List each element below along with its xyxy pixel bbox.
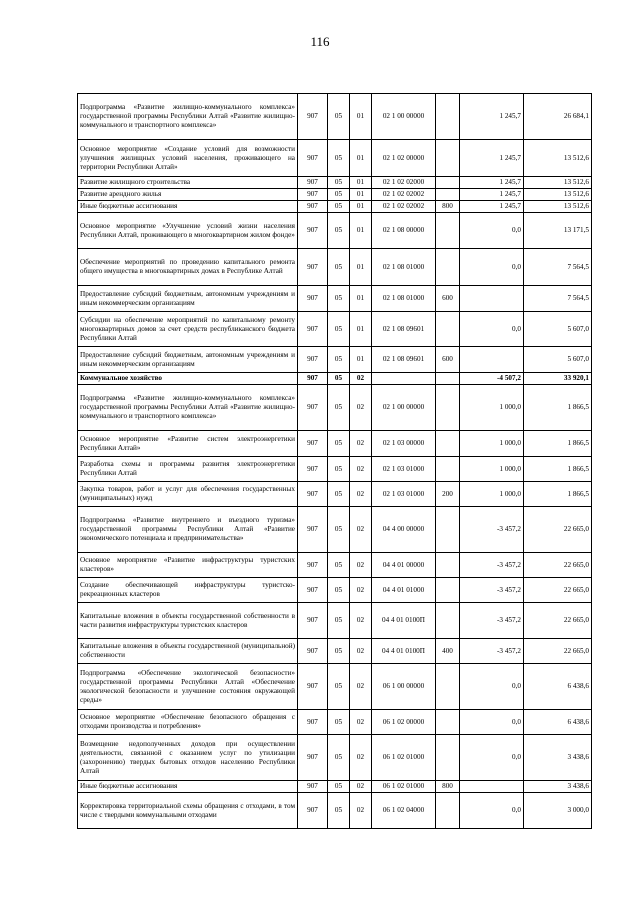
row-change-cell: 1 000,0 bbox=[460, 457, 524, 482]
row-section-cell: 05 bbox=[328, 286, 350, 312]
row-total-cell: 13 171,5 bbox=[524, 213, 592, 249]
row-total-cell: 1 866,5 bbox=[524, 431, 592, 457]
row-section-cell: 05 bbox=[328, 578, 350, 603]
row-grbs-cell: 907 bbox=[298, 781, 328, 793]
row-subsection-cell: 02 bbox=[350, 385, 372, 431]
row-grbs-cell: 907 bbox=[298, 664, 328, 710]
row-total-cell: 26 684,1 bbox=[524, 94, 592, 140]
row-change-cell: 1 000,0 bbox=[460, 385, 524, 431]
row-target-article-cell: 02 1 08 00000 bbox=[372, 213, 436, 249]
row-grbs-cell: 907 bbox=[298, 603, 328, 639]
table-row bbox=[78, 507, 592, 553]
row-total-cell: 7 564,5 bbox=[524, 249, 592, 286]
row-change-cell: 0,0 bbox=[460, 213, 524, 249]
row-name-cell: Подпрограмма «Развитие жилищно-коммунального комплекса» государственной программы Республики Алтай «Развитие жилищно-коммунального и транспортного комплекса» bbox=[78, 94, 298, 140]
row-name-cell: Основное мероприятие «Улучшение условий жизни населения Республики Алтай, проживающего в многоквартирном жилом фонде» bbox=[78, 213, 298, 249]
row-section-cell: 05 bbox=[328, 347, 350, 373]
table-row bbox=[78, 385, 592, 431]
row-change-cell: 0,0 bbox=[460, 249, 524, 286]
row-expense-type-cell: 800 bbox=[436, 201, 460, 213]
row-target-article-cell: 02 1 02 02002 bbox=[372, 201, 436, 213]
row-total-cell: 1 866,5 bbox=[524, 482, 592, 507]
table-row bbox=[78, 578, 592, 603]
row-section-cell: 05 bbox=[328, 431, 350, 457]
row-expense-type-cell bbox=[436, 249, 460, 286]
row-total-cell: 22 665,0 bbox=[524, 603, 592, 639]
row-target-article-cell: 04 4 01 00000 bbox=[372, 553, 436, 578]
row-section-cell: 05 bbox=[328, 201, 350, 213]
row-target-article-cell: 04 4 01 0100П bbox=[372, 603, 436, 639]
row-expense-type-cell bbox=[436, 177, 460, 189]
row-total-cell: 7 564,5 bbox=[524, 286, 592, 312]
row-grbs-cell: 907 bbox=[298, 249, 328, 286]
row-change-cell: 1 000,0 bbox=[460, 482, 524, 507]
row-expense-type-cell bbox=[436, 578, 460, 603]
row-subsection-cell: 02 bbox=[350, 431, 372, 457]
row-expense-type-cell bbox=[436, 457, 460, 482]
row-target-article-cell: 06 1 02 04000 bbox=[372, 793, 436, 829]
row-section-cell: 05 bbox=[328, 507, 350, 553]
row-target-article-cell: 02 1 00 00000 bbox=[372, 385, 436, 431]
row-expense-type-cell bbox=[436, 507, 460, 553]
table-row bbox=[78, 312, 592, 347]
row-section-cell: 05 bbox=[328, 385, 350, 431]
row-section-cell: 05 bbox=[328, 213, 350, 249]
row-grbs-cell: 907 bbox=[298, 553, 328, 578]
row-name-cell: Создание обеспечивающей инфраструктуры туристско-рекреационных кластеров bbox=[78, 578, 298, 603]
row-name-cell: Предоставление субсидий бюджетным, автономным учреждениям и иным некоммерческим организациям bbox=[78, 286, 298, 312]
row-name-cell: Основное мероприятие «Развитие инфраструктуры туристских кластеров» bbox=[78, 553, 298, 578]
table-row bbox=[78, 457, 592, 482]
row-name-cell: Основное мероприятие «Создание условий для возможности улучшения жилищных условий населения, проживающего на территории Республики Алтай» bbox=[78, 140, 298, 177]
row-expense-type-cell bbox=[436, 553, 460, 578]
row-subsection-cell: 02 bbox=[350, 482, 372, 507]
row-section-cell: 05 bbox=[328, 482, 350, 507]
row-grbs-cell: 907 bbox=[298, 793, 328, 829]
row-target-article-cell: 06 1 00 00000 bbox=[372, 664, 436, 710]
row-subsection-cell: 02 bbox=[350, 507, 372, 553]
row-name-cell: Обеспечение мероприятий по проведению капитального ремонта общего имущества в многоквартирных домах в Республике Алтай bbox=[78, 249, 298, 286]
row-subsection-cell: 01 bbox=[350, 347, 372, 373]
row-target-article-cell: 04 4 00 00000 bbox=[372, 507, 436, 553]
row-grbs-cell: 907 bbox=[298, 94, 328, 140]
row-grbs-cell: 907 bbox=[298, 213, 328, 249]
table-row bbox=[78, 781, 592, 793]
row-subsection-cell: 02 bbox=[350, 603, 372, 639]
row-expense-type-cell bbox=[436, 373, 460, 385]
row-grbs-cell: 907 bbox=[298, 385, 328, 431]
row-expense-type-cell bbox=[436, 385, 460, 431]
row-target-article-cell: 02 1 08 01000 bbox=[372, 286, 436, 312]
row-subsection-cell: 01 bbox=[350, 201, 372, 213]
table-row bbox=[78, 249, 592, 286]
row-subsection-cell: 01 bbox=[350, 140, 372, 177]
row-grbs-cell: 907 bbox=[298, 347, 328, 373]
table-row bbox=[78, 201, 592, 213]
row-grbs-cell: 907 bbox=[298, 710, 328, 735]
row-change-cell: -3 457,2 bbox=[460, 578, 524, 603]
row-grbs-cell: 907 bbox=[298, 177, 328, 189]
row-total-cell: 1 866,5 bbox=[524, 385, 592, 431]
table-row bbox=[78, 639, 592, 664]
row-name-cell: Основное мероприятие «Развитие систем электроэнергетики Республики Алтай» bbox=[78, 431, 298, 457]
table-row bbox=[78, 482, 592, 507]
row-name-cell: Предоставление субсидий бюджетным, автономным учреждениям и иным некоммерческим организациям bbox=[78, 347, 298, 373]
row-target-article-cell: 02 1 03 01000 bbox=[372, 457, 436, 482]
table-row bbox=[78, 347, 592, 373]
row-target-article-cell: 02 1 02 00000 bbox=[372, 140, 436, 177]
row-section-cell: 05 bbox=[328, 312, 350, 347]
row-grbs-cell: 907 bbox=[298, 639, 328, 664]
row-grbs-cell: 907 bbox=[298, 201, 328, 213]
row-section-cell: 05 bbox=[328, 373, 350, 385]
row-name-cell: Корректировка территориальной схемы обращения с отходами, в том числе с твердыми коммунальными отходами bbox=[78, 793, 298, 829]
row-name-cell: Возмещение недополученных доходов при осуществлении деятельности, связанной с оказанием услуг по утилизации (захоронению) твердых бытовых отходов населению Республики Алтай bbox=[78, 735, 298, 781]
row-name-cell: Подпрограмма «Развитие жилищно-коммунального комплекса» государственной программы Республики Алтай «Развитие жилищно-коммунального и транспортного комплекса» bbox=[78, 385, 298, 431]
row-subsection-cell: 02 bbox=[350, 553, 372, 578]
row-change-cell: 1 245,7 bbox=[460, 189, 524, 201]
row-target-article-cell: 02 1 03 01000 bbox=[372, 482, 436, 507]
row-expense-type-cell bbox=[436, 140, 460, 177]
row-change-cell: 1 245,7 bbox=[460, 201, 524, 213]
row-grbs-cell: 907 bbox=[298, 578, 328, 603]
row-total-cell: 3 438,6 bbox=[524, 781, 592, 793]
row-change-cell: 0,0 bbox=[460, 735, 524, 781]
row-expense-type-cell bbox=[436, 94, 460, 140]
row-section-cell: 05 bbox=[328, 457, 350, 482]
row-section-cell: 05 bbox=[328, 781, 350, 793]
row-subsection-cell: 02 bbox=[350, 735, 372, 781]
row-section-cell: 05 bbox=[328, 189, 350, 201]
row-name-cell: Подпрограмма «Обеспечение экологической безопасности» государственной программы Республики Алтай «Обеспечение экологической безопасности и улучшение состояния окружающей среды» bbox=[78, 664, 298, 710]
row-expense-type-cell bbox=[436, 664, 460, 710]
row-subsection-cell: 02 bbox=[350, 793, 372, 829]
row-total-cell: 33 920,1 bbox=[524, 373, 592, 385]
row-expense-type-cell bbox=[436, 735, 460, 781]
row-name-cell: Субсидии на обеспечение мероприятий по капитальному ремонту многоквартирных домов за счет средств республиканского бюджета Республики Алтай bbox=[78, 312, 298, 347]
row-total-cell: 22 665,0 bbox=[524, 639, 592, 664]
row-change-cell: -3 457,2 bbox=[460, 553, 524, 578]
row-expense-type-cell bbox=[436, 710, 460, 735]
row-total-cell: 22 665,0 bbox=[524, 578, 592, 603]
row-expense-type-cell: 400 bbox=[436, 639, 460, 664]
row-section-cell: 05 bbox=[328, 793, 350, 829]
table-row bbox=[78, 793, 592, 829]
row-subsection-cell: 01 bbox=[350, 177, 372, 189]
table-row bbox=[78, 603, 592, 639]
row-expense-type-cell bbox=[436, 213, 460, 249]
row-grbs-cell: 907 bbox=[298, 286, 328, 312]
row-change-cell: -3 457,2 bbox=[460, 507, 524, 553]
row-subsection-cell: 01 bbox=[350, 286, 372, 312]
table-row bbox=[78, 735, 592, 781]
row-section-cell: 05 bbox=[328, 140, 350, 177]
table-row bbox=[78, 189, 592, 201]
row-target-article-cell: 04 4 01 01000 bbox=[372, 578, 436, 603]
row-change-cell: -3 457,2 bbox=[460, 639, 524, 664]
row-section-cell: 05 bbox=[328, 94, 350, 140]
row-section-cell: 05 bbox=[328, 664, 350, 710]
row-name-cell: Коммунальное хозяйство bbox=[78, 373, 298, 385]
row-name-cell: Капитальные вложения в объекты государственной собственности в части развития инфраструктуры туристских кластеров bbox=[78, 603, 298, 639]
row-name-cell: Разработка схемы и программы развития электроэнергетики Республики Алтай bbox=[78, 457, 298, 482]
row-section-cell: 05 bbox=[328, 603, 350, 639]
row-name-cell: Основное мероприятие «Обеспечение безопасного обращения с отходами производства и потребления» bbox=[78, 710, 298, 735]
row-target-article-cell: 04 4 01 0100П bbox=[372, 639, 436, 664]
row-expense-type-cell bbox=[436, 431, 460, 457]
row-expense-type-cell: 600 bbox=[436, 347, 460, 373]
row-subsection-cell: 02 bbox=[350, 578, 372, 603]
table-row bbox=[78, 710, 592, 735]
row-change-cell bbox=[460, 781, 524, 793]
row-section-cell: 05 bbox=[328, 735, 350, 781]
row-subsection-cell: 02 bbox=[350, 781, 372, 793]
row-subsection-cell: 01 bbox=[350, 189, 372, 201]
row-total-cell: 13 512,6 bbox=[524, 201, 592, 213]
row-subsection-cell: 02 bbox=[350, 373, 372, 385]
row-name-cell: Подпрограмма «Развитие внутреннего и въездного туризма» государственной программы Республики Алтай «Развитие экономического потенциала и предпринимательства» bbox=[78, 507, 298, 553]
row-grbs-cell: 907 bbox=[298, 189, 328, 201]
budget-table bbox=[77, 93, 592, 829]
row-total-cell: 3 438,6 bbox=[524, 735, 592, 781]
row-target-article-cell: 02 1 08 09601 bbox=[372, 312, 436, 347]
row-grbs-cell: 907 bbox=[298, 140, 328, 177]
row-change-cell: 1 000,0 bbox=[460, 431, 524, 457]
row-expense-type-cell bbox=[436, 603, 460, 639]
row-name-cell: Закупка товаров, работ и услуг для обеспечения государственных (муниципальных) нужд bbox=[78, 482, 298, 507]
row-change-cell: 1 245,7 bbox=[460, 94, 524, 140]
row-total-cell: 13 512,6 bbox=[524, 189, 592, 201]
row-total-cell: 3 000,0 bbox=[524, 793, 592, 829]
table-row bbox=[78, 553, 592, 578]
row-section-cell: 05 bbox=[328, 710, 350, 735]
row-subsection-cell: 01 bbox=[350, 94, 372, 140]
row-change-cell: 0,0 bbox=[460, 793, 524, 829]
row-expense-type-cell bbox=[436, 189, 460, 201]
row-total-cell: 1 866,5 bbox=[524, 457, 592, 482]
row-target-article-cell: 02 1 08 09601 bbox=[372, 347, 436, 373]
row-subsection-cell: 02 bbox=[350, 710, 372, 735]
row-expense-type-cell: 800 bbox=[436, 781, 460, 793]
row-change-cell: -3 457,2 bbox=[460, 603, 524, 639]
row-grbs-cell: 907 bbox=[298, 735, 328, 781]
row-change-cell bbox=[460, 286, 524, 312]
row-target-article-cell: 06 1 02 01000 bbox=[372, 735, 436, 781]
table-row bbox=[78, 431, 592, 457]
row-target-article-cell: 02 1 08 01000 bbox=[372, 249, 436, 286]
row-grbs-cell: 907 bbox=[298, 312, 328, 347]
row-grbs-cell: 907 bbox=[298, 507, 328, 553]
row-total-cell: 13 512,6 bbox=[524, 140, 592, 177]
row-change-cell: 1 245,7 bbox=[460, 140, 524, 177]
row-name-cell: Иные бюджетные ассигнования bbox=[78, 201, 298, 213]
row-name-cell: Развитие арендного жилья bbox=[78, 189, 298, 201]
row-target-article-cell: 06 1 02 01000 bbox=[372, 781, 436, 793]
row-grbs-cell: 907 bbox=[298, 457, 328, 482]
row-total-cell: 22 665,0 bbox=[524, 507, 592, 553]
table-row bbox=[78, 286, 592, 312]
row-expense-type-cell: 600 bbox=[436, 286, 460, 312]
row-name-cell: Развитие жилищного строительства bbox=[78, 177, 298, 189]
row-target-article-cell: 02 1 02 02002 bbox=[372, 189, 436, 201]
row-total-cell: 13 512,6 bbox=[524, 177, 592, 189]
row-change-cell: 1 245,7 bbox=[460, 177, 524, 189]
table-row bbox=[78, 213, 592, 249]
row-total-cell: 6 438,6 bbox=[524, 710, 592, 735]
row-subsection-cell: 01 bbox=[350, 312, 372, 347]
row-name-cell: Капитальные вложения в объекты государственной (муниципальной) собственности bbox=[78, 639, 298, 664]
row-total-cell: 6 438,6 bbox=[524, 664, 592, 710]
row-expense-type-cell bbox=[436, 793, 460, 829]
row-subsection-cell: 02 bbox=[350, 664, 372, 710]
row-section-cell: 05 bbox=[328, 249, 350, 286]
table-body bbox=[78, 94, 592, 829]
table-row bbox=[78, 373, 592, 385]
row-target-article-cell bbox=[372, 373, 436, 385]
row-grbs-cell: 907 bbox=[298, 373, 328, 385]
row-section-cell: 05 bbox=[328, 639, 350, 664]
page-number: 116 bbox=[310, 34, 330, 49]
row-name-cell: Иные бюджетные ассигнования bbox=[78, 781, 298, 793]
row-grbs-cell: 907 bbox=[298, 482, 328, 507]
row-section-cell: 05 bbox=[328, 177, 350, 189]
table-row bbox=[78, 664, 592, 710]
row-target-article-cell: 02 1 03 00000 bbox=[372, 431, 436, 457]
row-total-cell: 5 607,0 bbox=[524, 347, 592, 373]
row-target-article-cell: 02 1 00 00000 bbox=[372, 94, 436, 140]
table-row bbox=[78, 177, 592, 189]
row-change-cell: 0,0 bbox=[460, 664, 524, 710]
row-expense-type-cell bbox=[436, 312, 460, 347]
row-target-article-cell: 06 1 02 00000 bbox=[372, 710, 436, 735]
row-subsection-cell: 02 bbox=[350, 457, 372, 482]
row-change-cell: 0,0 bbox=[460, 710, 524, 735]
row-subsection-cell: 01 bbox=[350, 213, 372, 249]
row-change-cell: 0,0 bbox=[460, 312, 524, 347]
table-row bbox=[78, 94, 592, 140]
row-subsection-cell: 02 bbox=[350, 639, 372, 664]
row-total-cell: 5 607,0 bbox=[524, 312, 592, 347]
table-row bbox=[78, 140, 592, 177]
row-target-article-cell: 02 1 02 02000 bbox=[372, 177, 436, 189]
row-subsection-cell: 01 bbox=[350, 249, 372, 286]
row-change-cell bbox=[460, 347, 524, 373]
row-expense-type-cell: 200 bbox=[436, 482, 460, 507]
row-section-cell: 05 bbox=[328, 553, 350, 578]
row-change-cell: -4 507,2 bbox=[460, 373, 524, 385]
row-total-cell: 22 665,0 bbox=[524, 553, 592, 578]
row-grbs-cell: 907 bbox=[298, 431, 328, 457]
